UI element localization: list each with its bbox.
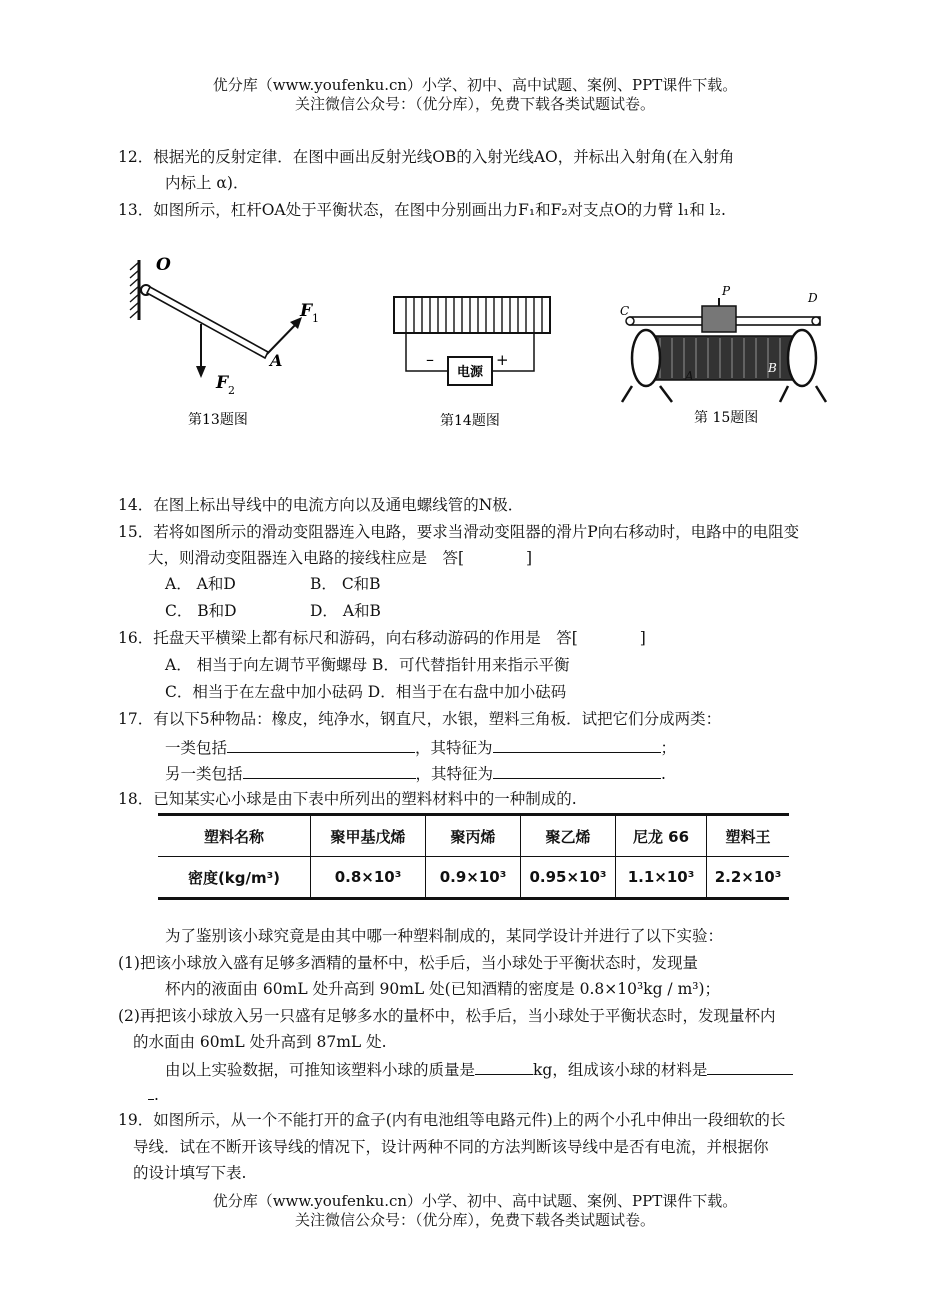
left-leg [622,386,672,402]
q17-row2-feature: ，其特征为 [415,765,494,783]
q15-option-b: B． C和B [310,575,381,593]
q18-blank-mass[interactable] [475,1058,533,1075]
q18-result-mass: 由以上实验数据，可推知该塑料小球的质量是 [165,1061,476,1079]
q16-line-1: 16．托盘天平横梁上都有标尺和游码，向右移动游码的作用是 答[ ] [118,629,646,647]
power-source-label: 电源 [456,365,484,380]
q15-line-2: 大，则滑动变阻器连入电路的接线柱应是 答[ ] [148,549,533,567]
table-header-cell: 尼龙 66 [616,815,707,857]
q17-row1-feature: ，其特征为 [415,739,493,757]
q17-row1-end: ； [660,739,677,757]
slider-p [702,306,736,332]
q17-blank-1[interactable] [227,736,415,753]
q17-blank-4[interactable] [493,762,661,779]
q18-exp1-line-2: 杯内的液面由 60mL 处升高到 90mL 处(已知酒精的密度是 0.8×10³kg / m³)； [165,980,721,998]
label-p: P [722,284,731,298]
q15-option-c: C． B和D [165,602,237,620]
q17-row2-label: 另一类包括 [165,765,243,783]
label-a: A [270,351,283,370]
table-cell: 0.8×10³ [311,857,426,899]
table-header-cell: 聚甲基戊烯 [311,815,426,857]
q18-line-1: 18．已知某实心小球是由下表中所列出的塑料材料中的一种制成的. [118,790,577,808]
table-cell: 1.1×10³ [616,857,707,899]
caption-13: 第13题图 [188,412,248,428]
table-header-cell: 聚丙烯 [426,815,521,857]
q18-blank-material[interactable] [707,1058,793,1075]
table-header-cell: 聚乙烯 [521,815,616,857]
q15-option-a: A． A和D [165,575,236,593]
header-line-2: 关注微信公众号：（优分库），免费下载各类试题试卷。 [294,95,655,113]
q18-result-material: kg，组成该小球的材料是 [533,1061,708,1079]
q17-row-2 [165,762,666,784]
label-o: O [156,255,171,275]
label-a: A [685,369,694,383]
footer-line-1: 优分库（www.youfenku.cn）小学、初中、高中试题、案例、PPT课件下载。 [212,1192,738,1210]
q17-blank-2[interactable] [493,736,661,753]
q17-row-1 [165,736,676,758]
table-cell: 0.95×10³ [521,857,616,899]
label-f1: F [300,301,313,321]
caption-15: 第 15题图 [694,410,759,426]
force-f1-arrow [267,322,298,354]
terminal-c [626,317,634,325]
q19-line-3: 的设计填写下表. [133,1164,247,1182]
q12-line-1: 12．根据光的反射定律．在图中画出反射光线OB的入射光线AO，并标出入射角(在入射角 [118,148,735,166]
q19-line-1: 19．如图所示，从一个不能打开的盒子(内有电池组等电路元件)上的两个小孔中伸出一段细软的长 [118,1111,786,1129]
right-leg [780,386,826,402]
q17-row2-end: . [661,765,666,783]
q14-line-1: 14．在图上标出导线中的电流方向以及通电螺线管的N极． [118,496,524,514]
q18-end-period: . [154,1086,159,1104]
label-b: B [768,361,777,375]
label-f2-sub: 2 [228,384,235,397]
table-header-cell: 塑料王 [707,815,790,857]
q18-exp2-line-1: (2)再把该小球放入另一只盛有足够多水的量杯中，松手后，当小球处于平衡状态时，发现量杯内 [118,1007,776,1025]
q18-result-end [148,1083,159,1105]
q13-line-1: 13．如图所示，杠杆OA处于平衡状态，在图中分别画出力F₁和F₂对支点O的力臂 l₁和 l₂. [118,201,726,219]
figure-14-solenoid [380,285,555,435]
density-table-value-row [158,857,789,899]
q18-exp1-line-1: (1)把该小球放入盛有足够多酒精的量杯中，松手后，当小球处于平衡状态时，发现量 [118,954,698,972]
left-end-ring [632,330,660,386]
lever-bar [147,287,268,358]
q16-options-ab: A． 相当于向左调节平衡螺母 B．可代替指针用来指示平衡 [165,656,570,674]
terminal-d [812,317,820,325]
q18-result-line [165,1058,793,1080]
density-table-header-row [158,815,789,857]
label-d: D [808,291,818,305]
table-cell: 2.2×10³ [707,857,790,899]
right-end-ring [788,330,816,386]
table-cell: 0.9×10³ [426,857,521,899]
table-header-cell: 塑料名称 [158,815,311,857]
plus-sign: + [496,351,509,369]
figure-15-rheostat [610,284,835,434]
label-c: C [620,304,630,318]
q15-option-d: D． A和B [310,602,381,620]
density-table [158,813,789,900]
q19-line-2: 导线．试在不断开该导线的情况下，设计两种不同的方法判断该导线中是否有电流，并根据你 [133,1138,769,1156]
q15-line-1: 15．若将如图所示的滑动变阻器连入电路，要求当滑动变阻器的滑片P向右移动时，电路中的电阻变 [118,523,800,541]
q16-options-cd: C．相当于在左盘中加小砝码 D．相当于在右盘中加小砝码 [165,683,567,701]
label-f2: F [216,373,229,393]
q18-exp2-line-2: 的水面由 60mL 处升高到 87mL 处. [133,1033,387,1051]
footer-line-2: 关注微信公众号：（优分库），免费下载各类试题试卷。 [294,1211,655,1229]
figure-13-lever [120,248,320,438]
f2-arrowhead [196,366,206,378]
q17-blank-3[interactable] [243,762,416,779]
q12-line-2: 内标上 α)． [165,174,249,192]
minus-sign: – [426,350,434,369]
caption-14: 第14题图 [440,413,500,429]
q18-intro: 为了鉴别该小球究竟是由其中哪一种塑料制成的，某同学设计并进行了以下实验： [165,927,724,945]
header-line-1: 优分库（www.youfenku.cn）小学、初中、高中试题、案例、PPT课件下载。 [212,76,738,94]
label-f1-sub: 1 [312,312,319,325]
q17-row1-label: 一类包括 [165,739,228,757]
q17-line-1: 17．有以下5种物品：橡皮，纯净水，钢直尺，水银，塑料三角板．试把它们分成两类： [118,710,722,728]
table-row-label: 密度(kg/m³) [158,857,311,899]
